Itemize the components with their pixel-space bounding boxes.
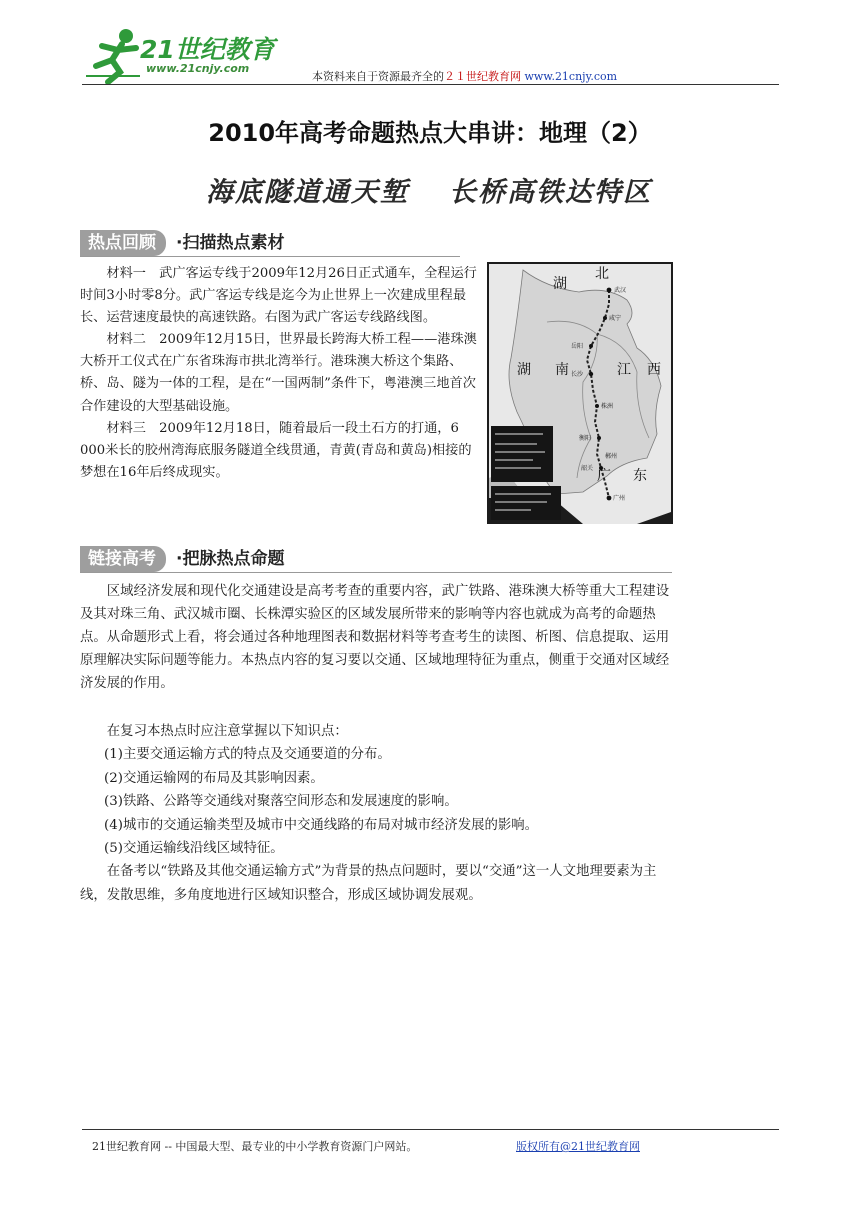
map-city: 韶关 xyxy=(581,465,594,472)
map-label-xi: 西 xyxy=(647,362,661,378)
list-item: (5)交通运输线沿线区域特征。 xyxy=(104,841,284,857)
points-list xyxy=(80,743,672,860)
list-item: (3)铁路、公路等交通线对聚落空间形态和发展速度的影响。 xyxy=(104,794,458,810)
paragraph-text: 区域经济发展和现代化交通建设是高考考查的重要内容，武广铁路、港珠澳大桥等重大工程建设及其对珠三角、武汉城市圈、长株潭实验区的区域发展所带来的影响等内容也就成为高考的命题热点。从命题形式上看，将会通过各种地理图表和数据材料等考查考生的读图、析图、信息提取、运用原理解决实际问题等能力。本热点内容的复习要以交通、区域地理特征为重点，侧重于交通对区域经济发展的作用。 xyxy=(80,584,670,691)
map-label-nan: 南 xyxy=(555,362,569,378)
knowledge-points xyxy=(80,720,672,907)
article-banner xyxy=(206,170,652,209)
document-title: 2010年高考命题热点大串讲：地理（2） xyxy=(208,119,652,147)
materials-block xyxy=(80,263,480,484)
map-city: 咸宁 xyxy=(609,315,622,322)
map-label-jiang: 江 xyxy=(617,362,631,378)
map-city: 岳阳 xyxy=(571,343,584,350)
banner-left: 海底隧道通天堑 xyxy=(206,177,409,208)
header-url-link[interactable]: www.21cnjy.com xyxy=(524,70,618,83)
footer-divider xyxy=(82,1129,779,1130)
header-brand-link[interactable]: ２１世纪教育网 xyxy=(444,70,521,83)
map-label-hu2: 湖 xyxy=(517,362,531,378)
map-label-guang: 广 xyxy=(597,468,611,484)
map-label-dong: 东 xyxy=(633,468,647,484)
section-tag: 热点回顾 xyxy=(80,230,166,256)
header-divider xyxy=(82,84,779,85)
map-city: 衡阳 xyxy=(579,435,592,442)
railway-route-map xyxy=(487,262,673,524)
material-2: 材料二 2009年12月15日，世界最长跨海大桥工程——港珠澳大桥开工仪式在广东省珠海市拱北湾举行。港珠澳大桥这个集路、桥、岛、隧为一体的工程，是在“一国两制”条件下，粤港澳三地首次合作建设的大型基础设施。 xyxy=(80,332,477,414)
closing-paragraph: 在备考以“铁路及其他交通运输方式”为背景的热点问题时，要以“交通”这一人文地理要素为主线，发散思维，多角度地进行区域知识整合，形成区域协调发展观。 xyxy=(80,864,657,903)
list-item: (1)主要交通运输方式的特点及交通要道的分布。 xyxy=(104,747,391,763)
header-note xyxy=(312,68,617,84)
section-tag: 链接高考 xyxy=(80,546,166,572)
header-note-prefix: 本资料来自于资源最齐全的 xyxy=(312,70,444,83)
section-subtitle: ·扫描热点素材 xyxy=(176,233,285,253)
map-city: 株洲 xyxy=(601,403,614,410)
banner-right: 长桥高铁达特区 xyxy=(449,177,652,208)
section-header-exam xyxy=(80,546,672,573)
material-3: 材料三 2009年12月18日，随着最后一段土石方的打通，6 000米长的胶州湾海底服务隧道全线贯通，青黄(青岛和黄岛)相接的梦想在16年后终成现实。 xyxy=(80,420,472,480)
map-city: 广州 xyxy=(613,495,626,502)
map-city: 武汉 xyxy=(614,287,627,294)
points-intro: 在复习本热点时应注意掌握以下知识点： xyxy=(106,724,348,739)
map-city: 郴州 xyxy=(605,453,618,460)
list-item: (2)交通运输网的布局及其影响因素。 xyxy=(104,770,324,786)
material-1: 材料一 武广客运专线于2009年12月26日正式通车，全程运行时间3小时零8分。武广客运专线是迄今为止世界上一次建成里程最长、运营速度最快的高速铁路。右图为武广客运专线路线图。 xyxy=(80,266,477,326)
list-item: (4)城市的交通运输类型及城市中交通线路的布局对城市经济发展的影响。 xyxy=(104,817,539,833)
section-header-review xyxy=(80,230,460,257)
logo-text: 21世纪教育 xyxy=(140,35,275,64)
footer-copyright-link[interactable]: 版权所有@21世纪教育网 xyxy=(516,1140,640,1153)
footer-text: 21世纪教育网 -- 中国最大型、最专业的中小学教育资源门户网站。 xyxy=(92,1140,418,1153)
section-subtitle: ·把脉热点命题 xyxy=(176,549,285,569)
map-label-hu1: 湖 xyxy=(553,276,567,292)
logo-url: www.21cnjy.com xyxy=(146,62,250,75)
analysis-paragraph xyxy=(80,580,672,695)
map-city: 长沙 xyxy=(571,371,584,378)
map-label-bei: 北 xyxy=(595,266,609,282)
